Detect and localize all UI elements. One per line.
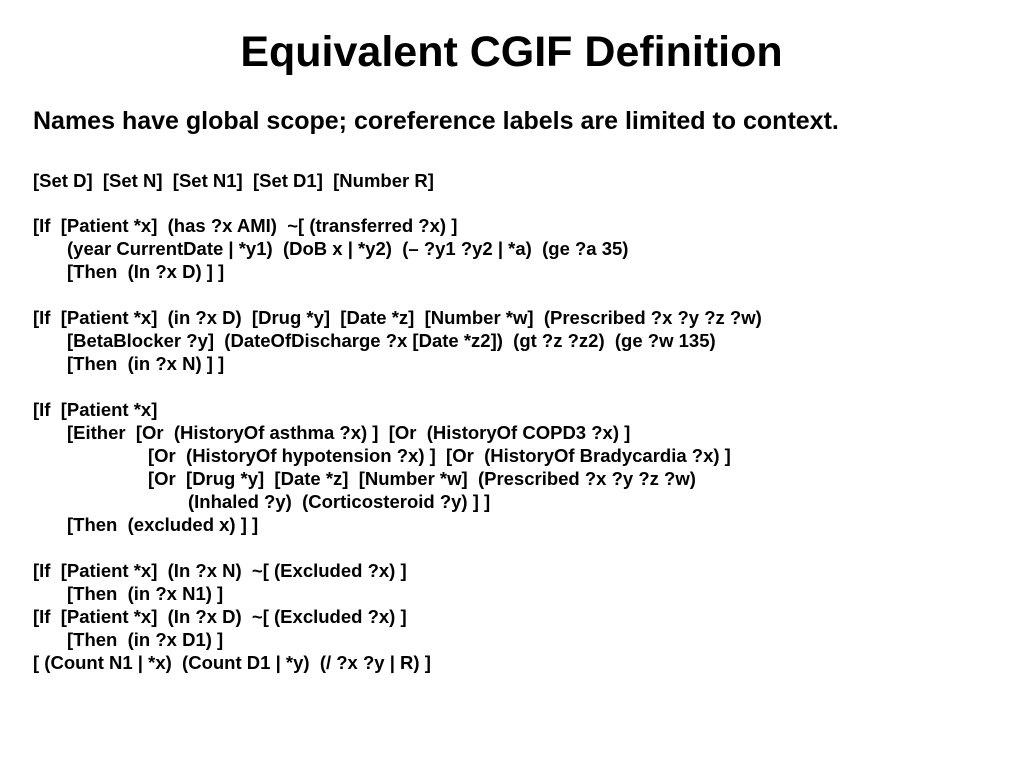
code-line-then-in-n: [Then (in ?x N) ] ] [67, 353, 225, 374]
code-line-if-in-n: [If [Patient *x] (In ?x N) ~[ (Excluded ?x) ] [33, 560, 407, 581]
code-line-if-ami: [If [Patient *x] (has ?x AMI) ~[ (transferred ?x) ] [33, 215, 458, 236]
slide-title: Equivalent CGIF Definition [240, 28, 783, 76]
code-line-set-declarations: [Set D] [Set N] [Set N1] [Set D1] [Number R] [33, 170, 434, 191]
code-line-then-in-d: [Then (In ?x D) ] ] [67, 261, 225, 282]
code-line-or-hypotension: [Or (HistoryOf hypotension ?x) ] [Or (HistoryOf Bradycardia ?x) ] [148, 445, 731, 466]
code-line-if-patient: [If [Patient *x] [33, 399, 158, 420]
code-line-year-dob: (year CurrentDate | *y1) (DoB x | *y2) (– ?y1 ?y2 | *a) (ge ?a 35) [67, 238, 629, 259]
code-line-if-in-d: [If [Patient *x] (in ?x D) [Drug *y] [Date *z] [Number *w] (Prescribed ?x ?y ?z ?w) [33, 307, 762, 328]
code-line-then-in-n1: [Then (in ?x N1) ] [67, 583, 224, 604]
code-line-count-ratio: [ (Count N1 | *x) (Count D1 | *y) (/ ?x ?y | R) ] [33, 652, 431, 673]
code-line-betablocker: [BetaBlocker ?y] (DateOfDischarge ?x [Date *z2]) (gt ?z ?z2) (ge ?w 135) [67, 330, 716, 351]
code-line-either: [Either [Or (HistoryOf asthma ?x) ] [Or (HistoryOf COPD3 ?x) ] [67, 422, 631, 443]
code-line-or-drug: [Or [Drug *y] [Date *z] [Number *w] (Prescribed ?x ?y ?z ?w) [148, 468, 696, 489]
code-line-then-in-d1: [Then (in ?x D1) ] [67, 629, 224, 650]
slide-subtitle: Names have global scope; coreference labels are limited to context. [33, 107, 839, 135]
code-line-inhaled: (Inhaled ?y) (Corticosteroid ?y) ] ] [188, 491, 491, 512]
code-line-then-excluded: [Then (excluded x) ] ] [67, 514, 259, 535]
code-line-if-in-d-excluded: [If [Patient *x] (In ?x D) ~[ (Excluded ?x) ] [33, 606, 407, 627]
